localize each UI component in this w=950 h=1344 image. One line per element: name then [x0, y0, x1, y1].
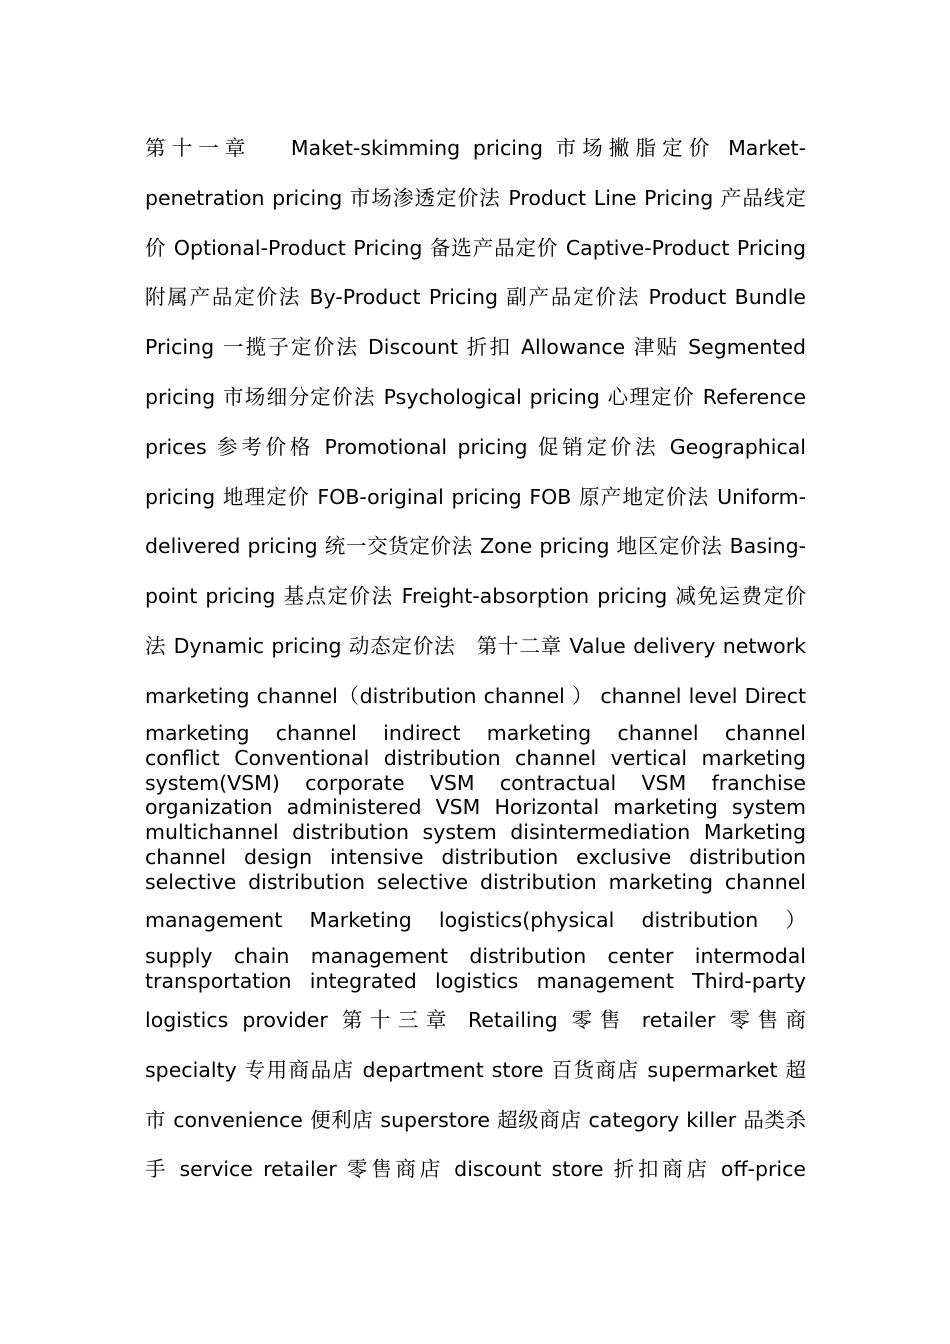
text-line: pricing 地理定价 FOB-original pricing FOB 原产地定价法 Uniform- — [145, 484, 806, 509]
text-line: 第十一章 Maket-skimming pricing 市场撇脂定价 Market- — [145, 136, 806, 160]
text-line: transportation integrated logistics management Third-party — [145, 968, 806, 993]
text-line: management Marketing logistics(physical distribution ） — [145, 908, 806, 932]
text-line: supply chain management distribution center intermodal — [145, 944, 806, 968]
text-line: conflict Conventional distribution channel vertical marketing — [145, 745, 806, 770]
paragraph-chapter-11 — [145, 136, 806, 734]
text-line: logistics provider 第十三章 Retailing 零售 retailer 零售商 — [145, 1008, 806, 1032]
text-line: specialty 专用商品店 department store 百货商店 supermarket 超 — [145, 1057, 806, 1082]
text-line: 法 Dynamic pricing 动态定价法 第十二章 Value delivery network — [145, 633, 806, 658]
text-line: channel design intensive distribution exclusive distribution — [145, 844, 806, 869]
paragraph-chapter-13 — [145, 1008, 806, 1207]
text-line: penetration pricing 市场渗透定价法 Product Line Pricing 产品线定 — [145, 185, 806, 210]
text-line: 附属产品定价法 By-Product Pricing 副产品定价法 Product Bundle — [145, 285, 806, 310]
text-line: multichannel distribution system disintermediation Marketing — [145, 820, 806, 845]
text-line: system(VSM) corporate VSM contractual VSM franchise — [145, 770, 806, 795]
text-line: selective distribution selective distribution marketing channel — [145, 869, 806, 894]
text-line: organization administered VSM Horizontal marketing system — [145, 795, 806, 820]
text-line: pricing 市场细分定价法 Psychological pricing 心理定价 Reference — [145, 384, 806, 409]
text-line: 手 service retailer 零售商店 discount store 折扣商店 off-price — [145, 1157, 806, 1182]
text-line: prices 参考价格 Promotional pricing 促销定价法 Geographical — [145, 434, 806, 459]
text-line: 市 convenience 便利店 superstore 超级商店 category killer 品类杀 — [145, 1107, 806, 1132]
paragraph-logistics-line — [145, 908, 806, 933]
text-line: point pricing 基点定价法 Freight-absorption pricing 减免运费定价 — [145, 584, 806, 609]
text-line: Pricing 一揽子定价法 Discount 折扣 Allowance 津贴 Segmented — [145, 335, 806, 360]
text-line: marketing channel（distribution channel ） channel level Direct — [145, 683, 806, 708]
paragraph-channel-terms — [145, 721, 806, 895]
paragraph-supply-chain — [145, 944, 806, 994]
text-line: marketing channel indirect marketing channel channel — [145, 721, 806, 745]
text-line: delivered pricing 统一交货定价法 Zone pricing 地区定价法 Basing- — [145, 534, 806, 559]
text-line: 价 Optional-Product Pricing 备选产品定价 Captive-Product Pricing — [145, 235, 806, 260]
